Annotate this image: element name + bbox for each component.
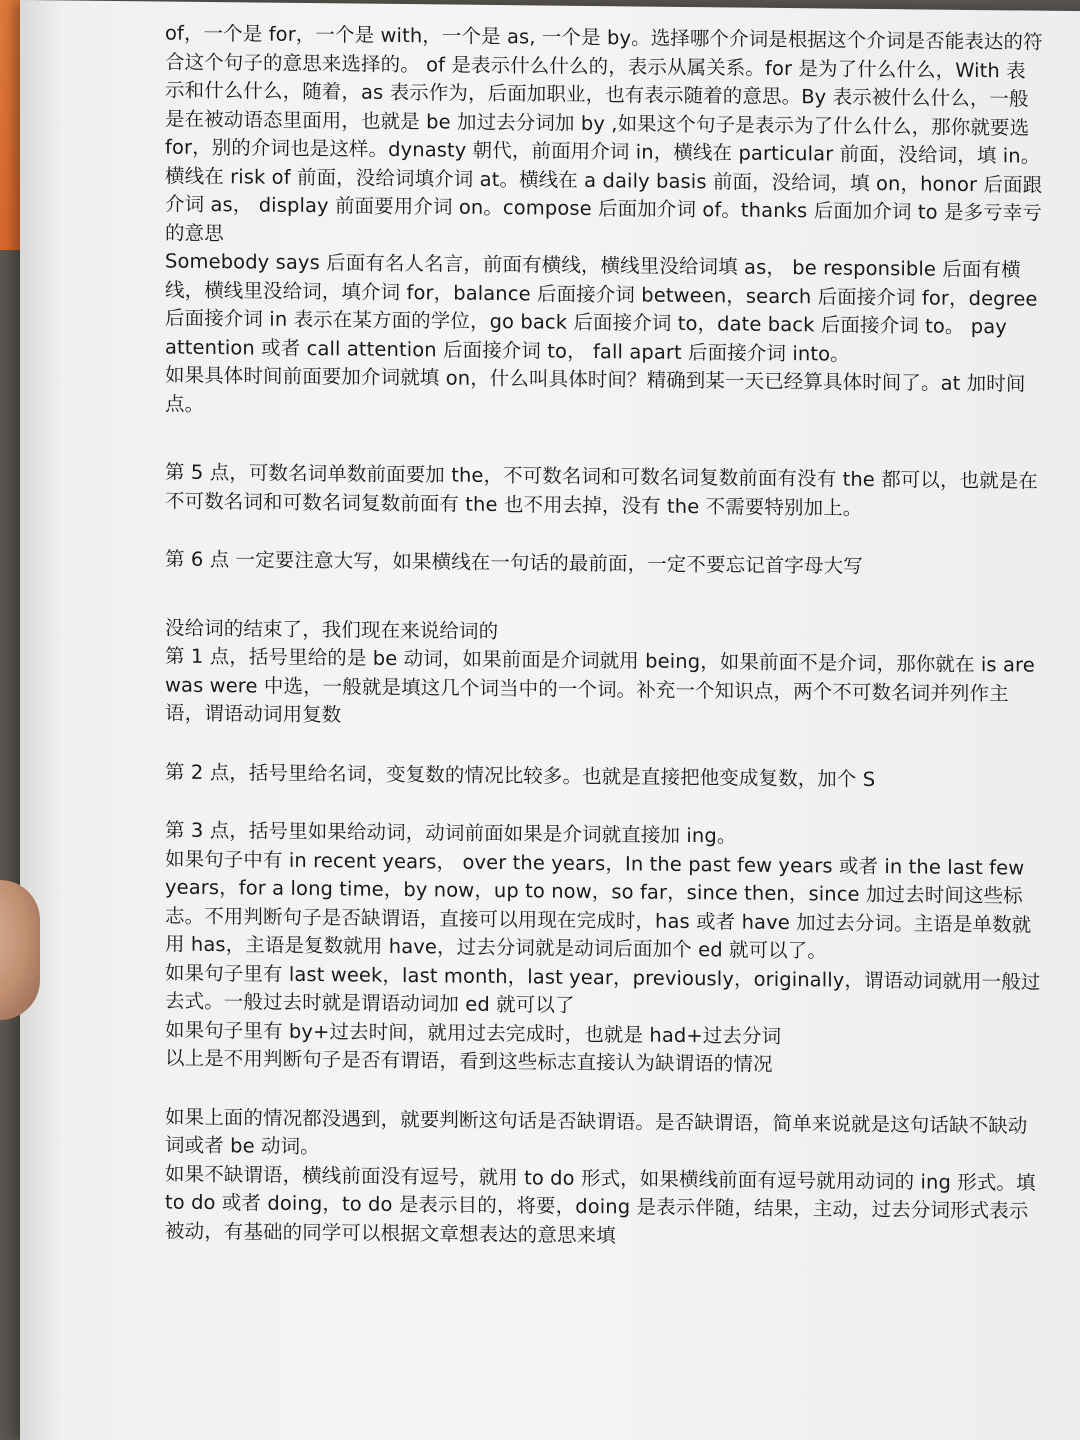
paragraph-to-do-doing: 如果不缺谓语，横线前面没有逗号，就用 to do 形式，如果横线前面有逗号就用动词的 ing 形式。填 to do 或者 doing，to do 是表示目的，将要，doing 是表示伴随，结果，主动，过去分词形式表示被动，有基础的同学可以根据文章想表达的意思来填 xyxy=(165,1162,1036,1247)
paragraph-given-point-2: 第 2 点，括号里给名词，变复数的情况比较多。也就是直接把他变成复数，加个 S xyxy=(165,760,876,791)
paragraph-simple-past: 如果句子里有 last week，last month，last year，previously，originally，谓语动词就用一般过去式。一般过去时就是谓语动词加 ed 就可以了 xyxy=(165,961,1041,1017)
paragraph-past-perfect: 如果句子里有 by+过去时间，就用过去完成时，也就是 had+过去分词 xyxy=(165,1018,782,1048)
paragraph-given-point-3: 第 3 点，括号里如果给动词，动词前面如果是介词就直接加 ing。 xyxy=(165,818,737,848)
thumb xyxy=(0,880,40,1020)
paragraph-somebody-says: Somebody says 后面有名人名言，前面有横线，横线里没给词填 as， be responsible 后面有横线，横线里没给词，填介词 for，balance 后面接介词 between，search 后面接介词 for，degree 后面接介词 in 表示在某方面的学位，go back 后面接介词 to，date back 后面接介词 to。 pay attention 或者 call attention 后面接介词 to， fall apart 后面接介词 into。 xyxy=(165,249,1038,366)
paragraph-present-perfect: 如果句子中有 in recent years， over the years，In the past few years 或者 in the last few years，for a long time，by now，up to now，so far，since then，since 加过去时间这些标志。不用判断句子是否缺谓语，直接可以用现在完成时，has 或者 have 加过去分词。主语是单数就用 has，主语是复数就用 have，过去分词就是动词后面加个 ed 就可以了。 xyxy=(165,847,1032,963)
paragraph-specific-time: 如果具体时间前面要加介词就填 on，什么叫具体时间？精确到某一天已经算具体时间了。at 加时间点。 xyxy=(165,363,1026,416)
paragraph-point-6: 第 6 点 一定要注意大写，如果横线在一句话的最前面，一定不要忘记首字母大写 xyxy=(165,547,863,578)
paragraph-missing-predicate: 如果上面的情况都没遇到，就要判断这句话是否缺谓语。是否缺谓语，简单来说就是这句话缺不缺动词或者 be 动词。 xyxy=(165,1105,1028,1159)
paragraph-given-words-intro: 没给词的结束了，我们现在来说给词的 xyxy=(165,616,499,643)
page-content xyxy=(165,20,1045,1255)
paragraph-summary: 以上是不用判断句子是否有谓语，看到这些标志直接认为缺谓语的情况 xyxy=(165,1046,773,1076)
paragraph-given-point-1: 第 1 点，括号里给的是 be 动词，如果前面是介词就用 being，如果前面不是介词，那你就在 is are was were 中选，一般就是填这几个词当中的一个词。补充一个知识点，两个不可数名词并列作主语，谓语动词用复数 xyxy=(165,644,1035,727)
document-page xyxy=(20,0,1080,1440)
paragraph-point-5: 第 5 点，可数名词单数前面要加 the，不可数名词和可数名词复数前面有没有 the 都可以，也就是在不可数名词和可数名词复数前面有 the 也不用去掉，没有 the 不需要特别加上。 xyxy=(165,460,1039,520)
paragraph-prepositions: of，一个是 for，一个是 with，一个是 as, 一个是 by。选择哪个介词是根据这个介词是否能表达的符合这个句子的意思来选择的。 of 是表示什么什么的，表示从属关系。for 是为了什么什么，With 表示和什么什么，随着，as 表示作为，后面加职业，也有表示随着的意思。By 表示被什么什么，一般是在被动语态里面用，也就是 be 加过去分词加 by ,如果这个句子是表示为了什么什么，那你就要选 for，别的介词也是这样。dynasty 朝代，前面用介词 in，横线在 particular 前面，没给词，填 in。横线在 risk of 前面，没给词填介词 at。横线在 a daily basis 前面，没给词，填 on，honor 后面跟介词 as， display 前面要用介词 on。compose 后面加介词 of。thanks 后面加介词 to 是多亏幸亏的意思 xyxy=(165,21,1043,245)
